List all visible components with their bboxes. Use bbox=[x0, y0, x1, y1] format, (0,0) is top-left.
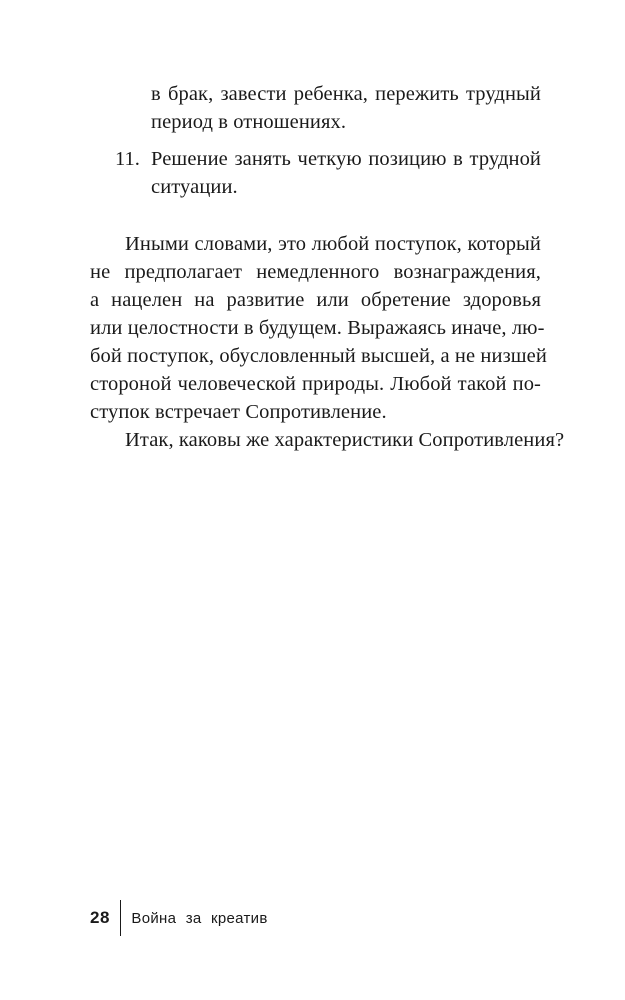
list-item-text-line: ситуации. bbox=[151, 176, 238, 198]
paragraph-line: стороной человеческой природы. Любой такой по- bbox=[90, 373, 541, 395]
paragraph-line: Итак, каковы же характеристики Сопротивления? bbox=[125, 429, 565, 451]
running-book-title: Война за креатив bbox=[131, 909, 268, 927]
page-number: 28 bbox=[90, 908, 110, 927]
list-item-text-line: Решение занять четкую позицию в трудной bbox=[151, 148, 541, 170]
page-footer bbox=[90, 900, 268, 936]
list-item-continuation-line: в брак, завести ребенка, пережить трудный bbox=[151, 83, 541, 105]
list-item-continuation-line: период в отношениях. bbox=[151, 111, 347, 133]
paragraph-line: бой поступок, обусловленный высшей, а не низшей bbox=[90, 345, 547, 367]
list-item-number: 11. bbox=[115, 148, 140, 170]
paragraph-line: Иными словами, это любой поступок, который bbox=[125, 233, 541, 255]
footer-divider bbox=[120, 900, 122, 936]
paragraph-line: не предполагает немедленного вознаграждения, bbox=[90, 261, 541, 283]
paragraph-line: а нацелен на развитие или обретение здоровья bbox=[90, 289, 541, 311]
paragraph-line: или целостности в будущем. Выражаясь иначе, лю- bbox=[90, 317, 545, 339]
paragraph-line: ступок встречает Сопротивление. bbox=[90, 401, 387, 423]
